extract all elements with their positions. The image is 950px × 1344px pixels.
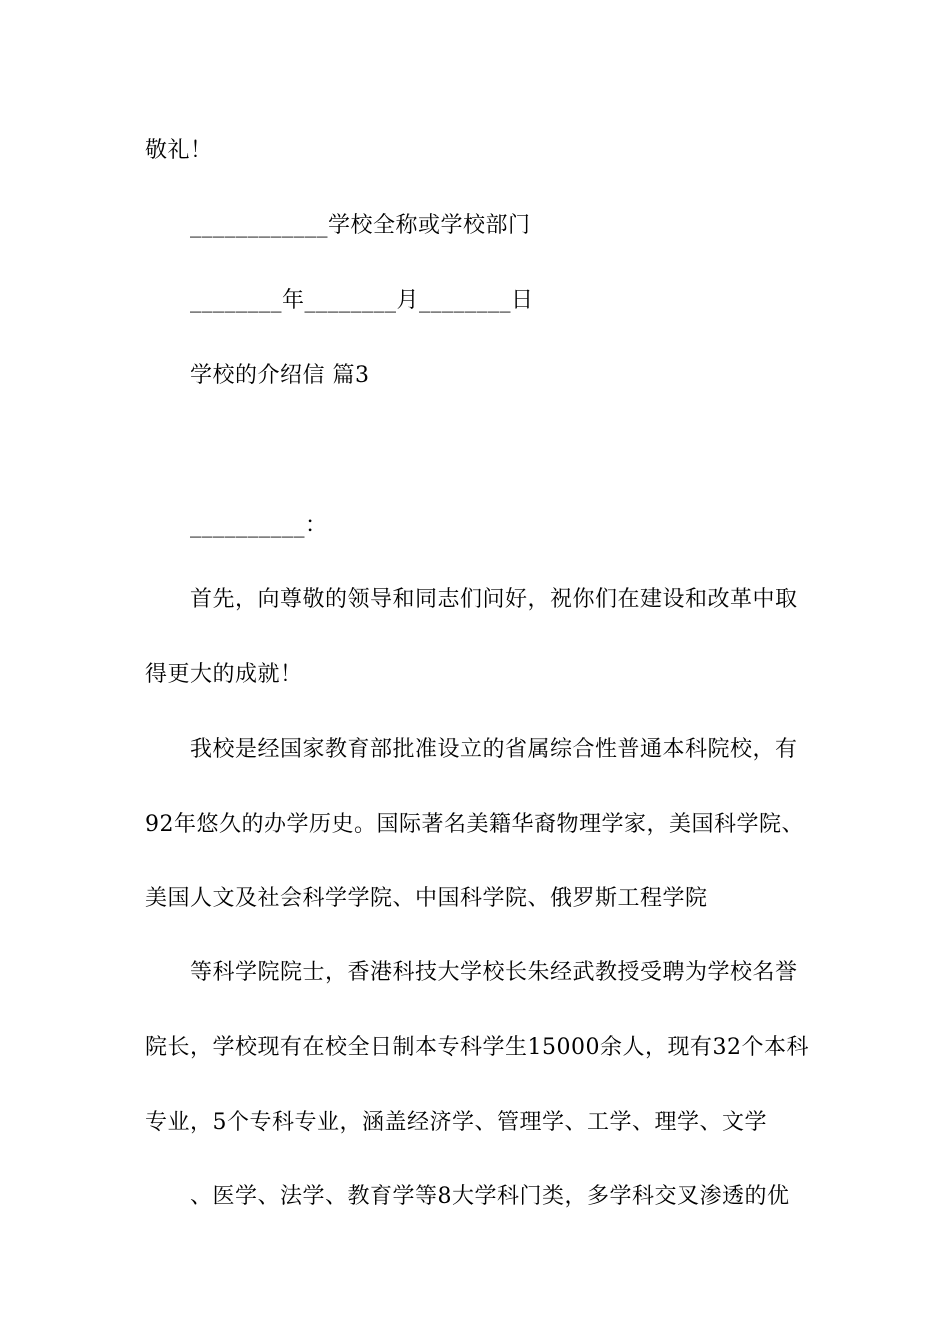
paragraph-line: 我校是经国家教育部批准设立的省属综合性普通本科院校，有 [190,737,798,762]
paragraph-line: 、医学、法学、教育学等8大学科门类，多学科交叉渗透的优 [190,1184,790,1209]
paragraph-line: 得更大的成就！ [145,662,303,687]
paragraph-line: 92年悠久的办学历史。国际著名美籍华裔物理学家，美国科学院、 [145,812,804,837]
signature-date: ________年________月________日 [190,288,534,313]
section-heading: 学校的介绍信 篇3 [190,363,370,388]
paragraph-line: 院长，学校现有在校全日制本专科学生15000余人，现有32个本科 [145,1035,809,1060]
paragraph-line: 首先，向尊敬的领导和同志们问好，祝你们在建设和改革中取 [190,587,798,612]
recipient-line: __________： [190,513,328,538]
paragraph-line: 等科学院院士，香港科技大学校长朱经武教授受聘为学校名誉 [190,960,798,985]
signature-school-name: ____________学校全称或学校部门 [190,213,531,238]
paragraph-line: 美国人文及社会科学学院、中国科学院、俄罗斯工程学院 [145,886,708,911]
closing-salutation: 敬礼！ [145,138,213,163]
paragraph-line: 专业，5个专科专业，涵盖经济学、管理学、工学、理学、文学 [145,1110,767,1135]
